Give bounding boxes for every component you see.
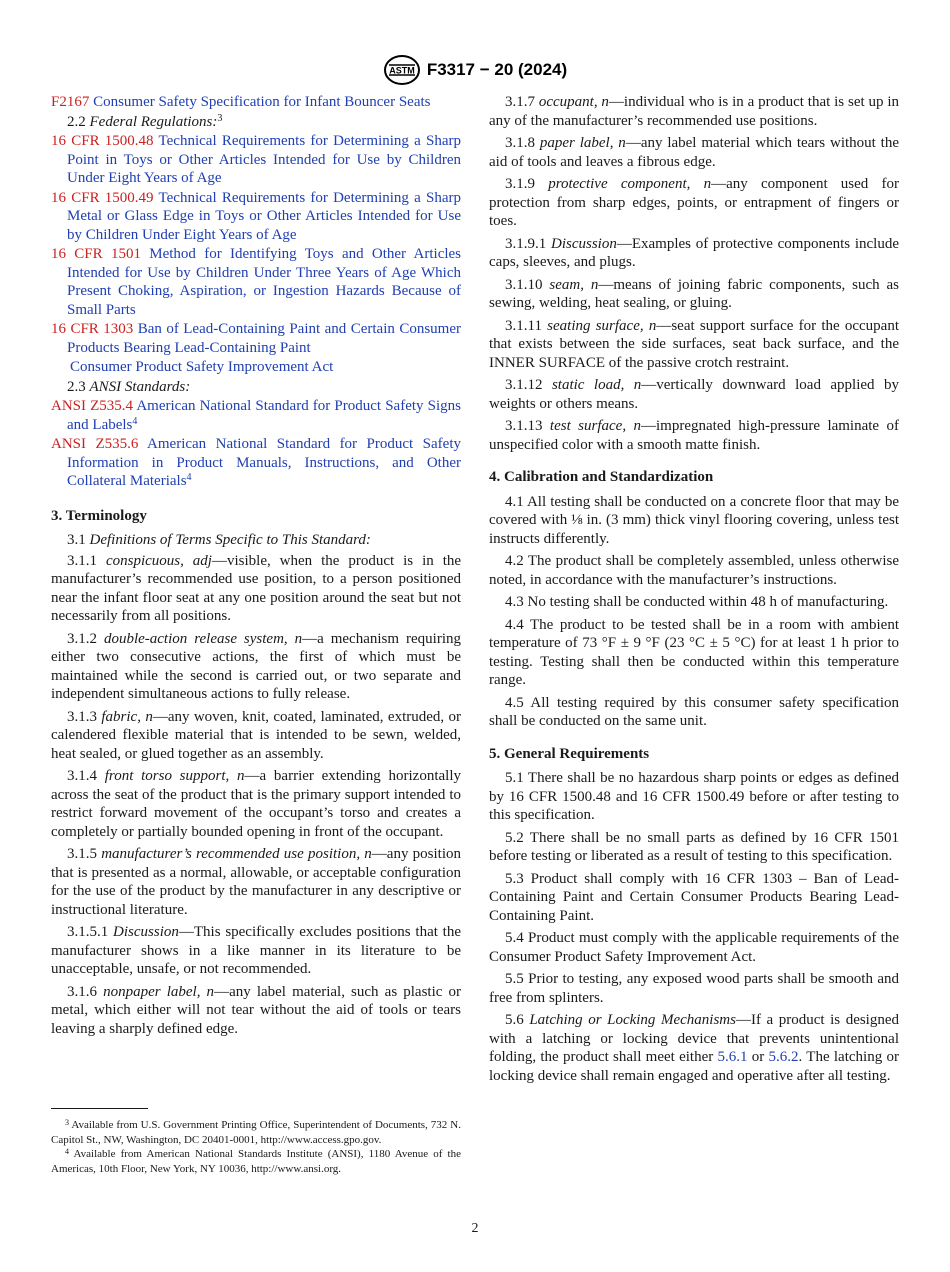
ref-title-link[interactable]: Ban of Lead-Containing Paint and Certain Consumer Products Bearing Lead-Containing Paint	[67, 321, 461, 356]
definition-3-1-5	[51, 845, 461, 919]
definition-text: —a mechanism requiring either two consecutive actions, the first of which must be maintained while the second is carried out, or two separate and independent simultaneous actions to fully release.	[51, 630, 461, 702]
paragraph-number: 3.1	[67, 532, 86, 548]
paragraph-5-1: 5.1 There shall be no hazardous sharp points or edges as defined by 16 CFR 1500.48 and 16 CFR 1500.49 before or after testing to this specification.	[489, 770, 899, 823]
paragraph-4-2: 4.2 The product shall be completely assembled, unless otherwise noted, in accordance with the manufacturer’s instructions.	[489, 553, 899, 588]
ref-id-link[interactable]: F2167	[51, 94, 90, 110]
definition-text: —vertically downward load applied by weights or others means.	[489, 377, 899, 412]
definition-3-1-1	[51, 552, 461, 626]
paragraph-4-4: 4.4 The product to be tested shall be in a room with ambient temperature of 73 °F ± 9 °F (23 °C ± 5 °C) for at least 1 h prior to testing. Testing shall then be conducted within this temperature range.	[489, 616, 899, 688]
paragraph-number: 3.1.10	[505, 276, 543, 293]
definition-text: —impregnated high-pressure laminate of unspecified color with a smooth matte finish.	[489, 418, 899, 453]
document-title: F3317 − 20 (2024)	[426, 59, 568, 79]
definition-3-1-4	[51, 767, 461, 841]
footnote-ref-4[interactable]: 4	[186, 472, 192, 483]
ref-id-link[interactable]: 16 CFR 1500.49	[51, 189, 154, 206]
defined-term: seam, n	[549, 276, 599, 293]
ref-id-link[interactable]: ANSI Z535.4	[51, 398, 134, 414]
reference-ansi-z535-4	[51, 397, 461, 434]
reference-cpsia	[51, 358, 461, 377]
paragraph-number: 3.1.4	[67, 768, 97, 784]
reference-f2167	[51, 93, 461, 112]
ref-id-link[interactable]: 16 CFR 1303	[51, 321, 134, 337]
paragraph-4-3: 4.3 No testing shall be conducted within 48 h of manufacturing.	[505, 594, 889, 610]
ref-title-link[interactable]: Method for Identifying Toys and Other Articles Intended for Use by Children Under Three Years of Age Which Present Choking, Aspiration, or Ingestion Hazards Because of Small Parts	[67, 246, 462, 318]
defined-term: Discussion	[550, 235, 617, 252]
paragraph-5-5: 5.5 Prior to testing, any exposed wood parts shall be smooth and free from splinters.	[489, 971, 899, 1006]
definition-3-1-2	[51, 630, 461, 704]
paragraph-number: 5.6	[505, 1012, 524, 1028]
footnote-mark: 3	[65, 1118, 69, 1127]
paragraph-label: Definitions of Terms Specific to This Standard:	[89, 532, 371, 548]
section-heading-3: 3. Terminology	[51, 507, 147, 524]
subsection-label: ANSI Standards:	[89, 378, 191, 395]
defined-term: Discussion	[113, 924, 179, 940]
definition-3-1-13	[489, 417, 899, 454]
paragraph-number: 3.1.7	[505, 94, 535, 110]
defined-term: static load, n	[551, 377, 642, 393]
definition-text: —any label material, such as plastic or metal, which either will not tear without the aid of tools or tears leaving a sharply defined edge.	[51, 983, 462, 1037]
definition-text: —Examples of protective components include caps, sleeves, and plugs.	[489, 235, 899, 270]
paragraph-number: 3.1.8	[505, 135, 535, 151]
subsection-2-3	[51, 378, 461, 397]
definition-3-1-11	[489, 317, 899, 373]
defined-term: occupant, n	[538, 94, 609, 110]
paragraph-number: 3.1.1	[67, 552, 97, 569]
paragraph-number: 3.1.13	[505, 418, 543, 434]
paragraph-3-1	[51, 531, 461, 550]
definition-text: —seat support surface for the occupant that exists between the side surfaces, seat back surface, and the INNER SURFACE of the passive crotch restraint.	[489, 317, 899, 371]
paragraph-number: 3.1.3	[67, 708, 97, 725]
defined-term: conspicuous, adj	[105, 552, 212, 569]
subsection-2-2	[51, 113, 461, 132]
defined-term: test surface, n	[549, 418, 641, 434]
definition-text: —any component used for protection from sharp edges, points, or entrapment of fingers or toes.	[489, 176, 899, 229]
definition-3-1-3	[51, 708, 461, 764]
subsection-label: Federal Regulations:	[89, 113, 218, 130]
ref-title-link[interactable]: American National Standard for Product Safety Signs and Labels	[67, 398, 461, 433]
footnote-4	[51, 1147, 461, 1176]
paragraph-number: 3.1.9	[505, 176, 535, 192]
definition-3-1-8	[489, 134, 899, 171]
astm-logo-icon	[383, 54, 421, 86]
left-column	[51, 93, 461, 1042]
footnotes	[51, 1118, 461, 1176]
footnote-3	[51, 1118, 461, 1147]
footnote-divider	[51, 1108, 148, 1109]
ref-title-link[interactable]: Consumer Safety Specification for Infant Bouncer Seats	[93, 94, 431, 110]
definition-text: —means of joining fabric components, such as sewing, welding, heat sealing, or gluing.	[489, 276, 900, 311]
definition-3-1-10	[489, 276, 899, 313]
right-column	[489, 93, 899, 1089]
discussion-3-1-5-1	[51, 923, 461, 979]
subsection-number: 2.3	[67, 378, 86, 395]
subsection-number: 2.2	[67, 113, 86, 130]
defined-term: fabric, n	[101, 708, 153, 725]
footnote-text: Available from U.S. Government Printing Office, Superintendent of Documents, 732 N. Capitol St., NW, Washington, DC 20401-0001, http://www.access.gpo.gov.	[51, 1119, 461, 1146]
reference-16-cfr-1500-48	[51, 132, 461, 188]
paragraph-text: or	[747, 1049, 769, 1065]
defined-term: front torso support, n	[104, 768, 245, 784]
section-heading-4: 4. Calibration and Standardization	[489, 469, 714, 485]
paragraph-number: 3.1.6	[67, 983, 97, 1000]
ref-id-link[interactable]: 16 CFR 1501	[51, 246, 141, 262]
logo-text: ASTM	[389, 65, 415, 76]
paragraph-5-2: 5.2 There shall be no small parts as defined by 16 CFR 1501 before testing or liberated as a result of testing to this specification.	[489, 829, 899, 864]
discussion-3-1-9-1	[489, 235, 899, 272]
ref-id-link[interactable]: ANSI Z535.6	[51, 436, 139, 452]
reference-16-cfr-1501	[51, 245, 461, 319]
defined-term: manufacturer’s recommended use position, n	[101, 846, 372, 862]
footnote-text: Available from American National Standards Institute (ANSI), 1180 Avenue of the Americas, 10th Floor, New York, NY 10036, http://www.ansi.org.	[51, 1148, 461, 1175]
footnote-mark: 4	[65, 1147, 69, 1156]
defined-term: seating surface, n	[547, 317, 657, 334]
paragraph-number: 3.1.5.1	[67, 924, 109, 940]
paragraph-number: 3.1.9.1	[505, 235, 547, 252]
page-number: 2	[471, 1221, 479, 1236]
definition-text: —visible, when the product is in the manufacturer’s recommended use position, to a person positioned near the infant floor seat at any one position around the seat but not necessarily from all positions.	[51, 552, 462, 624]
ref-id-link[interactable]: 16 CFR 1500.48	[51, 133, 154, 149]
definition-text: —This specifically excludes positions that the manufacturer shows in a like manner in its literature to be unacceptable, unsafe, or not recommended.	[51, 924, 462, 977]
section-link-5-6-1[interactable]: 5.6.1	[717, 1049, 748, 1065]
reference-16-cfr-1500-49	[51, 189, 461, 245]
section-heading-5: 5. General Requirements	[489, 745, 650, 762]
paragraph-4-5: 4.5 All testing required by this consumer safety specification shall be conducted on the same unit.	[489, 694, 899, 729]
ref-title-link[interactable]: Technical Requirements for Determining a Sharp Point in Toys or Other Articles Intended for Use by Children Under Eight Years of Age	[67, 133, 462, 186]
paragraph-5-4: 5.4 Product must comply with the applicable requirements of the Consumer Product Safety Improvement Act.	[489, 930, 899, 965]
paragraph-number: 3.1.12	[505, 377, 543, 393]
paragraph-term: Latching or Locking Mechanisms	[529, 1012, 736, 1028]
defined-term: paper label, n	[539, 135, 626, 151]
footnote-ref-3[interactable]: 3	[217, 112, 223, 124]
definition-3-1-9	[489, 175, 899, 231]
definition-text: —any woven, knit, coated, laminated, extruded, or calendered flexible material that is intended to be sewn, welded, heat sealed, or glued together as an assembly.	[51, 708, 461, 762]
paragraph-5-3: 5.3 Product shall comply with 16 CFR 1303 – Ban of Lead-Containing Paint and Certain Consumer Products Bearing Lead-Containing Paint.	[489, 870, 899, 924]
paragraph-number: 3.1.11	[505, 317, 542, 334]
defined-term: double-action release system, n	[103, 630, 303, 647]
paragraph-text: . The latching or locking device shall remain engaged and operative after all testing.	[489, 1049, 899, 1084]
definition-3-1-7	[489, 93, 899, 130]
paragraph-number: 3.1.2	[67, 630, 97, 647]
paragraph-number: 3.1.5	[67, 846, 97, 862]
reference-16-cfr-1303	[51, 320, 461, 357]
section-link-5-6-2[interactable]: 5.6.2	[768, 1049, 799, 1065]
defined-term: nonpaper label, n	[103, 983, 215, 1000]
definition-text: —any label material which tears without the aid of tools and leaves a fibrous edge.	[489, 135, 899, 170]
ref-title-link[interactable]: Technical Requirements for Determining a Sharp Metal or Glass Edge in Toys or Other Articles Intended for Use by Children Under Eight Years of Age	[67, 189, 462, 243]
defined-term: protective component, n	[548, 176, 712, 192]
definition-text: —any position that is presented as a normal, allowable, or acceptable configuration for the use of the product by the manufacturer in any descriptive or instructional literature.	[51, 846, 462, 918]
ref-title-link[interactable]: Consumer Product Safety Improvement Act	[70, 359, 334, 375]
definition-3-1-6	[51, 983, 461, 1039]
footnote-ref-4[interactable]: 4	[132, 415, 138, 427]
paragraph-5-6	[489, 1011, 899, 1085]
reference-ansi-z535-6	[51, 435, 461, 491]
ref-title-link[interactable]: American National Standard for Product Safety Information in Product Manuals, Instructions, and Other Collateral Materials	[67, 436, 461, 489]
definition-text: —individual who is in a product that is set up in any of the manufacturer’s recommended use positions.	[489, 94, 899, 129]
paragraph-4-1: 4.1 All testing shall be conducted on a concrete floor that may be covered with ⅛ in. (3 mm) thick vinyl flooring covering, unless test instructs differently.	[489, 493, 899, 547]
definition-text: —a barrier extending horizontally across the seat of the product that is the primary support intended to restrict forward movement of the occupant’s torso and creates a completely or partially bounded opening in front of the occupant.	[51, 768, 462, 840]
page-header	[0, 50, 950, 90]
paragraph-text: —If a product is designed with a latching or locking device that prevents unintentional folding, the product shall meet either	[489, 1012, 900, 1065]
definition-3-1-12	[489, 376, 899, 413]
